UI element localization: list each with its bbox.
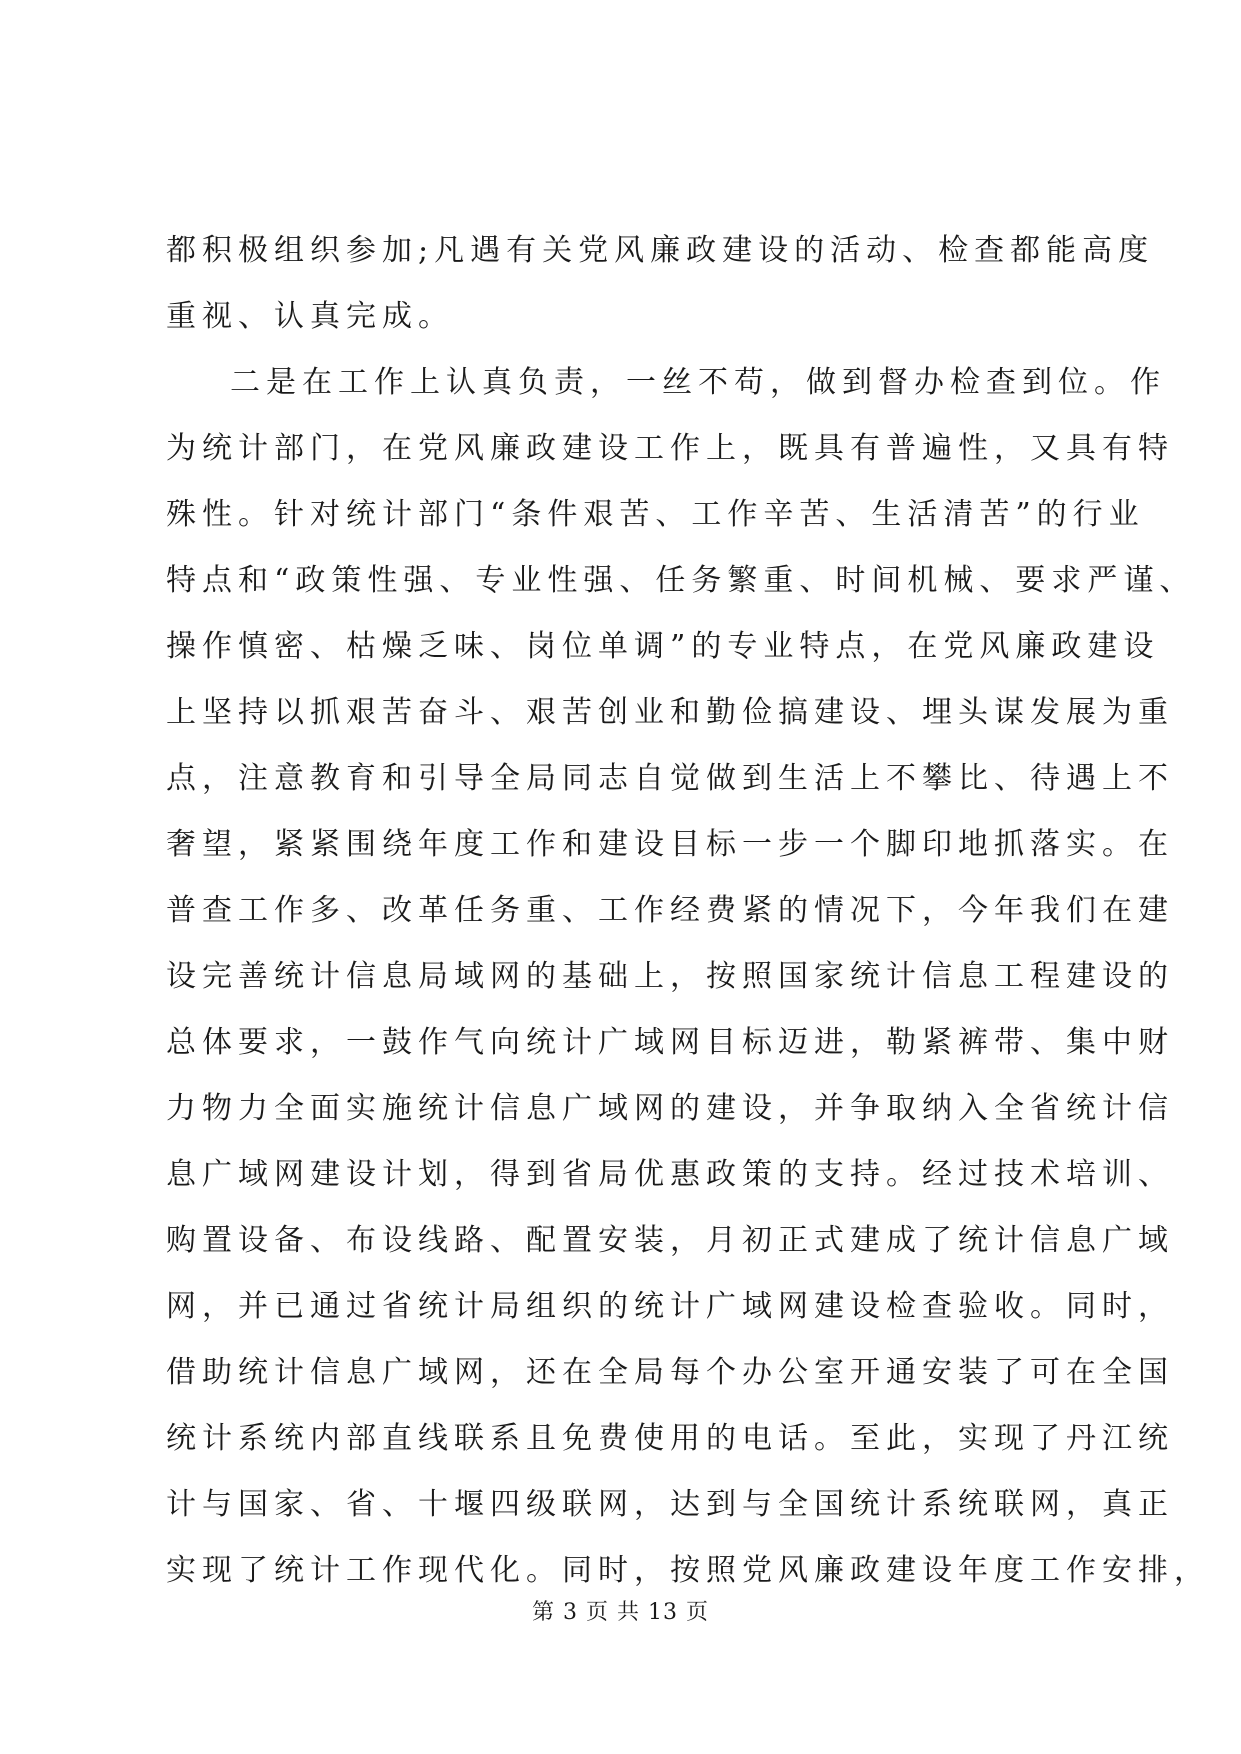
- text-line: 殊性。针对统计部门“条件艰苦、工作辛苦、生活清苦”的行业: [166, 497, 1145, 532]
- text-line: 奢望，紧紧围绕年度工作和建设目标一步一个脚印地抓落实。在: [166, 827, 1174, 862]
- text-line: 设完善统计信息局域网的基础上，按照国家统计信息工程建设的: [166, 959, 1174, 994]
- text-line: 操作慎密、枯燥乏味、岗位单调”的专业特点，在党风廉政建设: [166, 629, 1160, 664]
- text-line: 力物力全面实施统计信息广域网的建设，并争取纳入全省统计信: [166, 1091, 1174, 1126]
- text-line: 都积极组织参加;凡遇有关党风廉政建设的活动、检查都能高度: [166, 233, 1155, 268]
- text-line: 借助统计信息广域网，还在全局每个办公室开通安装了可在全国: [166, 1355, 1174, 1390]
- text-line: 计与国家、省、十堰四级联网，达到与全国统计系统联网，真正: [166, 1487, 1174, 1522]
- text-line: 实现了统计工作现代化。同时，按照党风廉政建设年度工作安排，: [166, 1553, 1210, 1588]
- paragraph-start-line: 二是在工作上认真负责，一丝不苟，做到督办检查到位。作: [230, 365, 1166, 400]
- text-line: 网，并已通过省统计局组织的统计广域网建设检查验收。同时，: [166, 1289, 1174, 1324]
- text-line: 重视、认真完成。: [166, 299, 454, 334]
- body-text: [166, 226, 1210, 1612]
- text-line: 为统计部门，在党风廉政建设工作上，既具有普遍性，又具有特: [166, 431, 1174, 466]
- text-line: 点，注意教育和引导全局同志自觉做到生活上不攀比、待遇上不: [166, 761, 1174, 796]
- text-line: 息广域网建设计划，得到省局优惠政策的支持。经过技术培训、: [166, 1157, 1174, 1192]
- page-number-footer: 第 3 页 共 13 页: [532, 1600, 709, 1625]
- text-line: 总体要求，一鼓作气向统计广域网目标迈进，勒紧裤带、集中财: [166, 1025, 1174, 1060]
- text-line: 购置设备、布设线路、配置安装，月初正式建成了统计信息广域: [166, 1223, 1174, 1258]
- text-line: 普查工作多、改革任务重、工作经费紧的情况下，今年我们在建: [166, 893, 1174, 928]
- text-line: 上坚持以抓艰苦奋斗、艰苦创业和勤俭搞建设、埋头谋发展为重: [166, 695, 1174, 730]
- text-line: 特点和“政策性强、专业性强、任务繁重、时间机械、要求严谨、: [166, 563, 1196, 598]
- text-line: 统计系统内部直线联系且免费使用的电话。至此，实现了丹江统: [166, 1421, 1174, 1456]
